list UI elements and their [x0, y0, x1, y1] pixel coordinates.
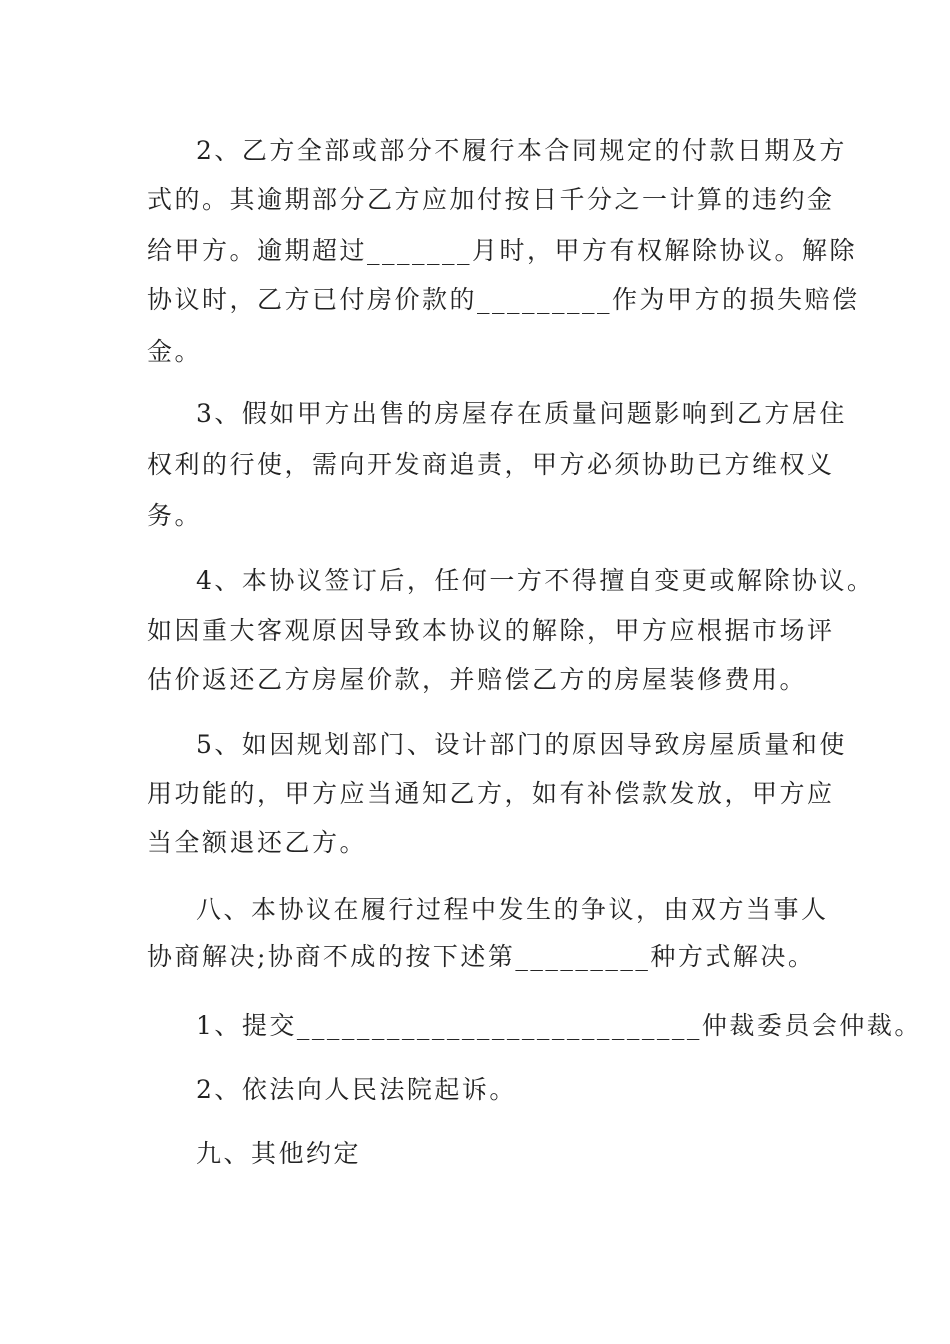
section-9-heading: 九、其他约定 — [196, 1139, 362, 1168]
paragraph-5-line-1: 5、如因规划部门、设计部门的原因导致房屋质量和使 — [196, 730, 847, 759]
paragraph-3-line-2: 权利的行使，需向开发商追责，甲方必须协助已方维权义 — [147, 450, 835, 479]
section-8-item-2: 2、依法向人民法院起诉。 — [196, 1075, 517, 1104]
paragraph-2-line-5: 金。 — [147, 337, 203, 366]
paragraph-4-line-2: 如因重大客观原因导致本协议的解除，甲方应根据市场评 — [147, 616, 835, 645]
paragraph-3-line-3: 务。 — [147, 501, 203, 530]
paragraph-2-line-3: 给甲方。逾期超过_______月时，甲方有权解除协议。解除 — [147, 236, 858, 265]
section-8-line-2: 协商解决;协商不成的按下述第_________种方式解决。 — [147, 942, 816, 971]
section-8-line-1: 八、本协议在履行过程中发生的争议，由双方当事人 — [196, 895, 829, 924]
section-8-item-1: 1、提交___________________________仲裁委员会仲裁。 — [196, 1011, 922, 1040]
paragraph-4-line-1: 4、本协议签订后，任何一方不得擅自变更或解除协议。 — [196, 566, 875, 595]
paragraph-5-line-3: 当全额退还乙方。 — [147, 828, 368, 857]
paragraph-3-line-1: 3、假如甲方出售的房屋存在质量问题影响到乙方居住 — [196, 399, 847, 428]
paragraph-2-line-2: 式的。其逾期部分乙方应加付按日千分之一计算的违约金 — [147, 185, 835, 214]
paragraph-4-line-3: 估价返还乙方房屋价款，并赔偿乙方的房屋装修费用。 — [147, 665, 808, 694]
paragraph-5-line-2: 用功能的，甲方应当通知乙方，如有补偿款发放，甲方应 — [147, 779, 835, 808]
paragraph-2-line-4: 协议时，乙方已付房价款的_________作为甲方的损失赔偿 — [147, 285, 860, 314]
paragraph-2-line-1: 2、乙方全部或部分不履行本合同规定的付款日期及方 — [196, 136, 847, 165]
